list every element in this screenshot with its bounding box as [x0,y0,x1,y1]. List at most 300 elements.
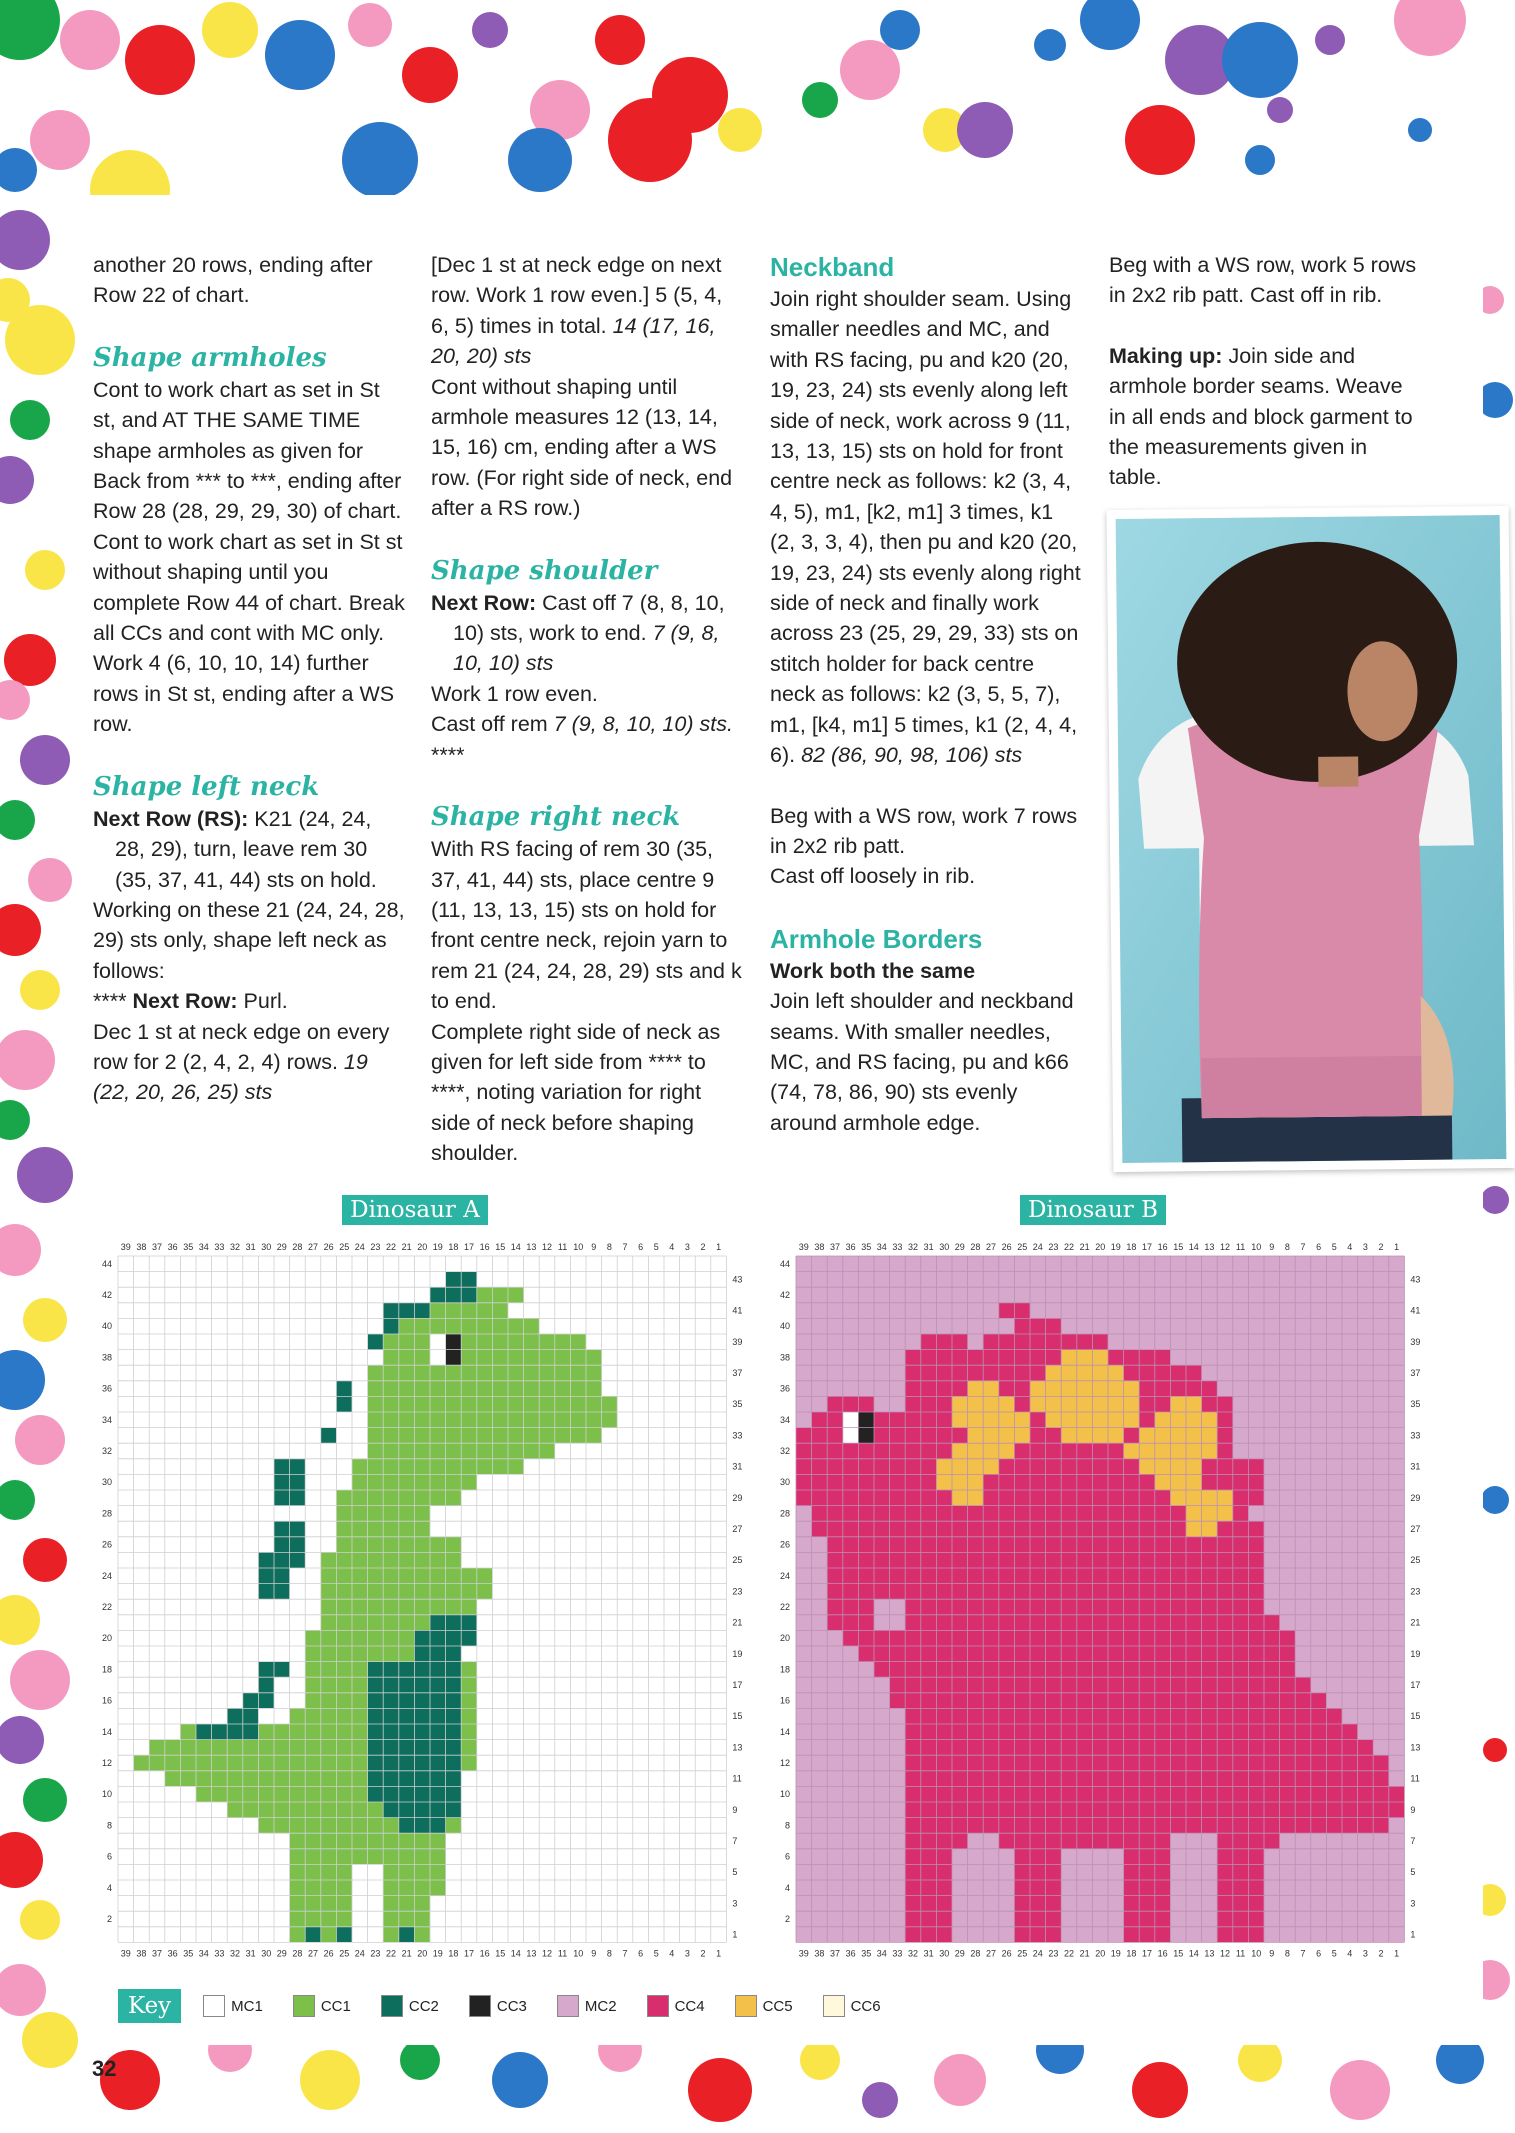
stitch-block [1030,1396,1139,1412]
decor-dot [20,735,70,785]
column-number: 25 [1017,1948,1028,1959]
column-number: 2 [1378,1948,1384,1959]
row-number: 12 [779,1758,790,1768]
decor-dot [1481,1186,1509,1214]
row-number: 19 [732,1648,743,1659]
row-number: 38 [779,1352,790,1363]
row-number: 19 [1410,1648,1421,1659]
row-number: 32 [101,1446,112,1456]
column-number: 38 [136,1948,147,1959]
stitch-block [336,1927,352,1943]
row-number: 21 [732,1617,743,1628]
column-number: 26 [323,1242,334,1252]
swatch [381,1995,403,2017]
row-number: 3 [732,1898,738,1909]
column-number: 5 [653,1242,659,1252]
page-number: 32 [92,2056,117,2081]
column-number: 32 [907,1242,919,1252]
row-number: 26 [101,1539,112,1550]
row-number: 37 [732,1368,743,1378]
stitch-block [1217,1896,1264,1912]
key-item-label: MC2 [584,1997,617,2015]
stitch-block [921,1334,968,1350]
column-number: 2 [700,1242,706,1252]
key-item-cc1 [293,1995,351,2017]
decor-dot [15,1415,65,1465]
decor-dot [300,2050,360,2110]
decor-dot [0,904,41,956]
column-number: 34 [198,1948,209,1959]
column-number: 23 [1048,1948,1059,1959]
stitch-block [1217,1880,1264,1896]
column-number: 39 [120,1242,131,1252]
column-number: 5 [1331,1948,1337,1959]
stitch-block [843,1412,859,1428]
column-number: 4 [669,1242,675,1252]
heading-neckband: Neckband [770,252,895,282]
decor-dot [10,1650,70,1710]
decor-dot [342,122,418,198]
column-number: 6 [638,1242,644,1252]
cast-off-rem [431,709,743,770]
decor-dot [23,1538,67,1582]
column-number: 3 [1362,1242,1368,1252]
column-number: 29 [954,1948,965,1959]
right-neck-complete-text: Complete right side of neck as given for left side from **** to ****, noting variation for right side of neck before shaping shoulder. [431,1019,721,1166]
key-item-label: CC6 [850,1997,881,2015]
stitch-count: 7 (9, 8, 10, 10) sts. [547,712,733,737]
swatch [557,1995,579,2017]
stitch-block [890,1677,1311,1693]
column-number: 23 [370,1948,381,1959]
decor-dot [0,1964,46,2016]
key-item-cc3 [469,1995,527,2017]
stitch-block [1014,1896,1061,1912]
key-item-label: CC2 [408,1997,439,2015]
row-number: 21 [1410,1617,1421,1628]
column-number: 18 [1126,1948,1137,1959]
left-neck-next-row [93,804,405,895]
row-number: 10 [101,1789,112,1800]
stitch-count: 14 (17, 16, 20, 20) sts [431,313,716,369]
row-number: 22 [101,1602,112,1612]
key-item-cc6 [823,1995,881,2017]
decor-dot [5,305,75,375]
row-number: 31 [732,1461,743,1472]
stitch-block [321,1552,461,1568]
stitch-block [905,1755,1389,1771]
marker-stars: **** [93,989,127,1014]
column-number: 31 [245,1948,256,1959]
stitch-block [321,1584,493,1600]
stitch-block [352,1459,524,1475]
heading-shape-left-neck: Shape left neck [93,771,320,802]
row-number: 4 [784,1882,790,1893]
stitch-block [477,1287,524,1303]
stitch-block [905,1896,952,1912]
key-item-cc5 [735,1995,793,2017]
decor-dot [508,128,572,192]
stitch-block [999,1833,1171,1849]
stitch-block [905,1864,952,1880]
column-number: 38 [814,1242,825,1252]
next-row-label: Next Row (RS): [93,806,249,831]
row-number: 2 [784,1914,790,1924]
column-number: 12 [541,1242,553,1252]
column-number: 31 [923,1242,934,1252]
row-number: 43 [732,1274,743,1285]
stitch-block [952,1412,1030,1428]
decor-dot [472,12,508,48]
column-number: 37 [151,1948,163,1959]
stitch-block [1186,1506,1233,1522]
stitch-block [321,1428,337,1444]
column-number: 13 [1204,1948,1215,1959]
dec-repeat: [Dec 1 st at neck edge on next row. Work 1 row even.] 5 (5, 4, 6, 5) times in total. [431,253,723,338]
decor-dot [688,2058,752,2122]
column-number: 38 [136,1242,147,1252]
key-item-label: CC1 [320,1997,351,2015]
column-number: 32 [907,1948,919,1959]
dinosaur-b-chart [768,1234,1421,1966]
decor-dot [402,47,458,103]
column-number: 39 [120,1948,131,1959]
column-4 [1109,250,1421,493]
column-number: 19 [1110,1948,1121,1959]
row-number: 2 [106,1914,112,1924]
decor-dot [800,2040,840,2080]
column-number: 17 [463,1242,475,1252]
stitch-block [905,1599,1264,1615]
key-item-cc2 [381,1995,439,2017]
decor-dot [60,10,120,70]
column-number: 23 [370,1242,381,1252]
neckband-text [770,284,1082,771]
row-number: 15 [732,1711,743,1722]
decor-dot [10,400,50,440]
decor-dot [20,970,60,1010]
column-number: 11 [557,1242,568,1252]
row-number: 10 [779,1789,790,1800]
row-number: 20 [779,1633,790,1644]
column-number: 22 [1063,1948,1075,1959]
row-number: 37 [1410,1368,1421,1378]
work-row-even: Work 1 row even. [431,681,598,706]
row-number: 8 [106,1820,112,1831]
column-number: 5 [653,1948,659,1959]
decor-dot [1080,0,1140,50]
decor-dot [880,10,920,50]
column-number: 24 [1032,1948,1043,1959]
stitch-block [1014,1864,1061,1880]
stitch-block [1061,1350,1108,1366]
decor-dot [0,1716,44,1764]
column-number: 16 [479,1242,490,1252]
row-number: 28 [101,1508,112,1519]
column-number: 18 [1126,1242,1137,1252]
column-number: 28 [970,1242,981,1252]
row-number: 17 [1410,1680,1421,1690]
right-neck-text: With RS facing of rem 30 (35, 37, 41, 44) sts, place centre 9 (11, 13, 13, 15) sts on hold for front centre neck, rejoin yarn to rem 21 (24, 24, 28, 29) sts and k to end. [431,837,742,1014]
column-number: 20 [417,1242,428,1252]
stitch-block [368,1428,602,1444]
chart-b-title: Dinosaur B [1020,1195,1166,1225]
column-number: 38 [814,1948,825,1959]
column-number: 37 [829,1242,841,1252]
decor-dot [25,550,65,590]
stitch-block [827,1599,874,1615]
stitch-block [1124,1864,1171,1880]
swatch [203,1995,225,2017]
column-3 [770,250,1082,1138]
column-number: 28 [970,1948,981,1959]
column-number: 29 [276,1948,287,1959]
row-number: 25 [1410,1555,1421,1566]
decor-dot [595,15,645,65]
column-number: 1 [716,1242,722,1252]
stitch-block [383,1318,399,1334]
column-number: 34 [198,1242,209,1252]
row-number: 30 [101,1477,112,1488]
stitch-block [1014,1318,1061,1334]
stitch-block [858,1428,874,1444]
column-number: 31 [245,1242,256,1252]
column-number: 8 [1284,1242,1290,1252]
purl-text: Purl. [237,989,288,1014]
making-up-instructions: Join side and armhole border seams. Weave in all ends and block garment to the measurements given in table. [1109,343,1413,490]
column-number: 15 [1173,1242,1184,1252]
marker-stars: **** [431,742,465,767]
row-number: 9 [732,1804,738,1815]
making-up-label: Making up: [1109,343,1223,368]
row-number: 26 [779,1539,790,1550]
dinosaur-a-chart [90,1234,743,1966]
stitch-block [1030,1381,1139,1397]
column-number: 26 [323,1948,334,1959]
column-number: 35 [183,1948,194,1959]
column-number: 8 [606,1948,612,1959]
cast-off-loosely: Cast off loosely in rib. [770,864,976,889]
column-number: 9 [1269,1948,1275,1959]
column-number: 15 [495,1242,506,1252]
column-1 [93,250,405,1108]
decor-dot [492,2052,548,2108]
column-number: 5 [1331,1242,1337,1252]
stitch-block [1124,1911,1171,1927]
row-number: 35 [732,1399,743,1410]
row-number: 24 [779,1570,790,1581]
stitch-block [905,1771,1389,1787]
row-number: 16 [101,1695,112,1706]
column-number: 26 [1001,1948,1012,1959]
column-number: 12 [1219,1948,1231,1959]
column-number: 4 [1347,1242,1353,1252]
column-number: 26 [1001,1242,1012,1252]
column-number: 14 [510,1948,521,1959]
column-number: 31 [923,1948,934,1959]
column-number: 36 [167,1948,178,1959]
stitch-block [827,1615,874,1631]
decor-dot [0,0,60,60]
column-number: 19 [432,1948,443,1959]
column-number: 14 [510,1242,521,1252]
dec-repeat-text [431,250,743,372]
stitch-count: 82 (86, 90, 98, 106) sts [795,743,1023,768]
key-item-mc2 [557,1995,617,2017]
row-number: 11 [732,1773,742,1784]
column-number: 1 [1394,1948,1400,1959]
column-number: 20 [1095,1242,1106,1252]
row-number: 40 [779,1321,790,1332]
decor-dot [957,102,1013,158]
row-number: 41 [1410,1305,1421,1316]
stitch-block [858,1412,874,1428]
column-number: 19 [1110,1242,1121,1252]
stitch-block [1139,1428,1217,1444]
row-number: 3 [1410,1898,1416,1909]
row-number: 39 [732,1336,743,1347]
stitch-block [1124,1896,1171,1912]
decor-dot [0,680,30,720]
swatch [293,1995,315,2017]
making-up-text [1109,341,1421,493]
stitch-block [1217,1864,1264,1880]
column-number: 24 [1032,1242,1043,1252]
stitch-block [1155,1474,1202,1490]
column-number: 21 [401,1948,412,1959]
row-number: 41 [732,1305,743,1316]
row-number: 22 [779,1602,790,1612]
stitch-block [430,1287,477,1303]
decor-dot [1408,118,1432,142]
stitch-block [905,1818,1389,1834]
row-number: 14 [779,1726,790,1737]
row-number: 36 [779,1383,790,1394]
row-number: 6 [784,1851,790,1862]
row-number: 44 [779,1258,790,1269]
decor-dot [1481,1486,1509,1514]
column-number: 29 [954,1242,965,1252]
stitch-block [430,1350,446,1366]
decor-dot [0,456,34,504]
decor-dot [265,20,335,90]
column-number: 3 [684,1948,690,1959]
stitch-block [1217,1911,1264,1927]
row-number: 13 [1410,1742,1421,1753]
stitch-block [430,1303,508,1319]
neckband-instructions: Join right shoulder seam. Using smaller needles and MC, and with RS facing, pu and k20 (20, 19, 23, 24) sts evenly along left side of neck, work across 9 (11, 13, 13, 15) sts on hold for front centre neck as follows: k2 (3, 4, 4, 5), m1, [k2, m1] 3 times, k1 (2, 3, 3, 4), then pu and k20 (20, 19, 23, 24) sts evenly along right side of neck and finally work across 23 (25, 29, 29, 33) sts on stitch holder for back centre neck as follows: k2 (3, 5, 5, 7), m1, [k4, m1] 5 times, k1 (2, 4, 4, 6). [770,287,1081,768]
column-number: 30 [939,1948,950,1959]
column-number: 28 [292,1948,303,1959]
row-number: 24 [101,1570,112,1581]
decor-dot [0,800,35,840]
column-number: 3 [1362,1948,1368,1959]
row-number: 14 [101,1726,112,1737]
armhole-borders-text: Join left shoulder and neckband seams. With smaller needles, MC, and RS facing, pu and k66 (74, 78, 86, 90) sts evenly around armhole edge. [770,989,1074,1135]
row-number: 28 [779,1508,790,1519]
key-item-label: CC4 [674,1997,705,2015]
column-number: 12 [541,1948,553,1959]
stitch-block [843,1428,859,1444]
row-number: 15 [1410,1711,1421,1722]
column-number: 17 [1141,1948,1153,1959]
further-rows-text: Work 4 (6, 10, 10, 14) further rows in St st, ending after a WS row. [93,651,395,737]
column-number: 25 [339,1948,350,1959]
column-number: 35 [183,1242,194,1252]
stitch-block [1014,1849,1061,1865]
column-number: 1 [1394,1242,1400,1252]
heading-shape-shoulder: Shape shoulder [431,555,658,586]
column-2 [431,250,743,1169]
stitch-block [905,1927,952,1943]
stitch-block [383,1334,586,1350]
stitch-block [1046,1365,1124,1381]
column-number: 30 [261,1242,272,1252]
decor-dot [934,2054,986,2106]
heading-shape-armholes: Shape armholes [93,342,327,373]
column-number: 9 [591,1948,597,1959]
column-number: 27 [307,1948,319,1959]
row-number: 43 [1410,1274,1421,1285]
next-row-label: Next Row: [431,590,537,615]
column-number: 9 [1269,1242,1275,1252]
row-number: 27 [732,1524,743,1534]
row-number: 34 [101,1414,112,1425]
decor-dot [0,210,50,270]
key-item-label: CC3 [496,1997,527,2015]
row-number: 33 [1410,1430,1421,1441]
column-number: 7 [622,1948,628,1959]
decor-dot [718,108,762,152]
column-number: 11 [1235,1948,1246,1959]
column-number: 6 [638,1948,644,1959]
decor-dot [23,1778,67,1822]
column-number: 1 [716,1948,722,1959]
row-number: 16 [779,1695,790,1706]
column-number: 20 [1095,1948,1106,1959]
row-number: 5 [1410,1867,1416,1878]
decor-dot [1483,1738,1507,1762]
decor-dot [0,1480,35,1520]
cont-without-shaping-text: Cont without shaping until armhole measures 12 (13, 14, 15, 16) cm, ending after a WS row. (For right side of neck, end after a RS row.) [431,374,733,521]
stitch-block [905,1350,1170,1366]
row-number: 44 [101,1258,112,1269]
stitch-block [383,1911,430,1927]
cast-off-text: Cast off 7 (8, 8, 10, 10) sts, work to end. [453,590,725,646]
key-item-cc4 [647,1995,705,2017]
column-number: 39 [798,1948,809,1959]
stitch-block [305,1927,321,1943]
column-number: 36 [845,1242,856,1252]
row-number: 1 [732,1929,738,1940]
stitch-block [399,1818,446,1834]
column-number: 24 [354,1242,365,1252]
row-number: 4 [106,1882,112,1893]
column-number: 27 [307,1242,319,1252]
shoulder-next-row [431,588,743,679]
stitch-block [1124,1880,1171,1896]
decor-dot [0,1030,55,1090]
decor-dot [400,2040,440,2080]
row-number: 31 [1410,1461,1421,1472]
swatch [469,1995,491,2017]
column-number: 32 [229,1242,241,1252]
stitch-block [258,1552,305,1568]
column-number: 16 [1157,1242,1168,1252]
row-number: 8 [784,1820,790,1831]
column-number: 33 [214,1948,225,1959]
row-number: 36 [101,1383,112,1394]
